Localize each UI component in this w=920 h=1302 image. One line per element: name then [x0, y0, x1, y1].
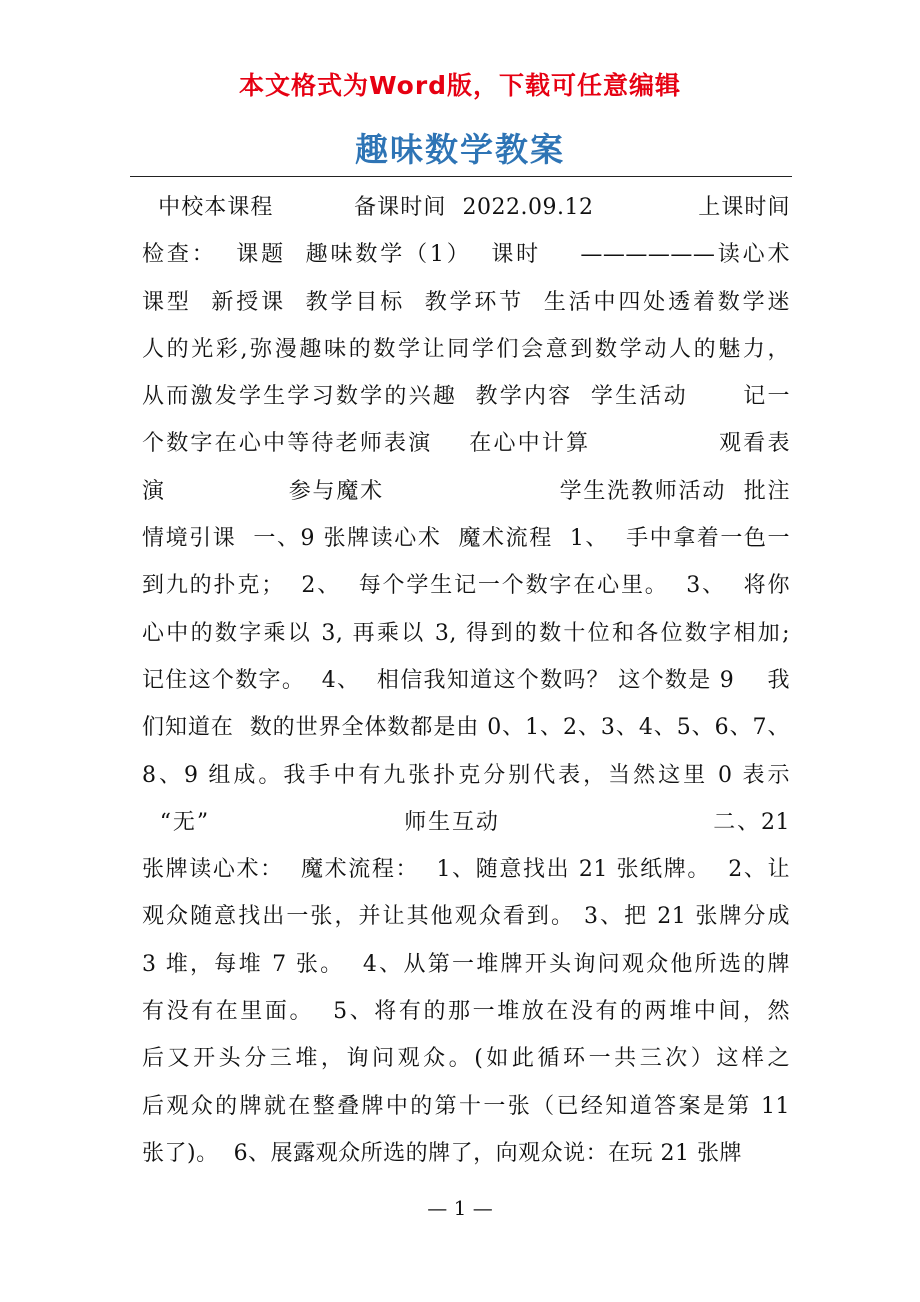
text-line: 张牌读心术： 魔术流程： 1、随意找出 21 张纸牌。 2、让	[142, 857, 790, 883]
text-line: 从而激发学生学习数学的兴趣 教学内容 学生活动 记一	[142, 384, 790, 410]
lesson-body	[142, 184, 790, 1177]
text-line: 有没有在里面。 5、将有的那一堆放在没有的两堆中间，然	[142, 999, 790, 1025]
text-line: 3 堆，每堆 7 张。 4、从第一堆牌开头询问观众他所选的牌	[142, 951, 790, 977]
text-line: 检查： 课题 趣味数学（1） 课时 ——————读心术	[142, 242, 790, 268]
text-line: 8、9 组成。我手中有九张扑克分别代表，当然这里 0 表示	[142, 762, 790, 788]
text-line: 到九的扑克； 2、 每个学生记一个数字在心里。 3、 将你	[142, 573, 790, 599]
text-line: 后又开头分三堆，询问观众。(如此循环一共三次）这样之	[142, 1046, 790, 1072]
text-line: 观众随意找出一张，并让其他观众看到。 3、把 21 张牌分成	[142, 904, 790, 930]
text-line: 心中的数字乘以 3, 再乘以 3, 得到的数十位和各位数字相加;	[142, 620, 790, 646]
text-line: 中校本课程 备课时间 2022.09.12 上课时间	[142, 195, 790, 220]
text-line: 后观众的牌就在整叠牌中的第十一张（已经知道答案是第 11	[142, 1093, 790, 1119]
text-line: 个数字在心中等待老师表演 在心中计算 观看表	[142, 431, 790, 457]
text-line: “无” 师生互动 二、21	[142, 809, 790, 835]
text-line: 人的光彩,弥漫趣味的数学让同学们会意到数学动人的魅力，	[142, 336, 790, 362]
download-banner: 本文格式为Word版，下载可任意编辑	[238, 71, 682, 100]
text-line: 课型 新授课 教学目标 教学环节 生活中四处透着数学迷	[142, 289, 790, 315]
text-line: 们知道在 数的世界全体数都是由 0、1、2、3、4、5、6、7、	[142, 715, 790, 741]
page-number: — 1 —	[427, 1196, 493, 1220]
header-divider	[130, 176, 792, 177]
text-line: 张了)。 6、展露观众所选的牌了，向观众说：在玩 21 张牌	[142, 1140, 743, 1166]
page-title: 趣味数学教案	[355, 130, 565, 169]
text-line: 记住这个数字。 4、 相信我知道这个数吗？ 这个数是 9 我	[142, 667, 790, 693]
text-line: 情境引课 一、9 张牌读心术 魔术流程 1、 手中拿着一色一	[142, 526, 790, 552]
text-line: 演 参与魔术 学生洗教师活动 批注	[142, 478, 790, 504]
